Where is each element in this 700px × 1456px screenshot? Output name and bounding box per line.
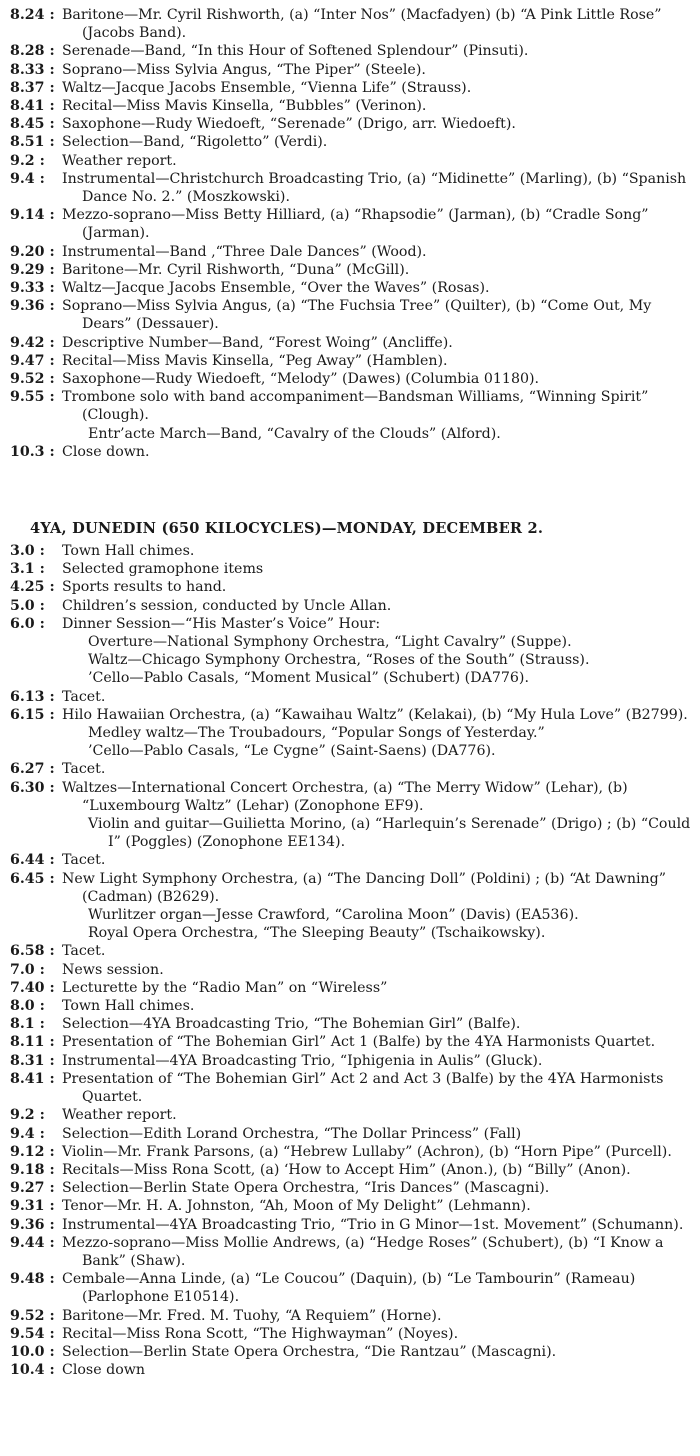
programme-entry: [10, 352, 692, 370]
entry-text: Royal Opera Orchestra, “The Sleeping Beauty” (Tschaikowsky).: [88, 925, 546, 942]
programme-entry-continuation: [10, 669, 692, 687]
entry-time: 8.0 :: [10, 998, 45, 1015]
entry-time: 8.31 :: [10, 1052, 55, 1069]
entry-time: 9.44 :: [10, 1234, 55, 1251]
entry-text: Town Hall chimes.: [62, 998, 195, 1015]
programme-entry: [10, 1307, 692, 1325]
entry-text: Descriptive Number—Band, “Forest Woing” (Ancliffe).: [62, 334, 453, 351]
programme-entry: [10, 688, 692, 706]
entry-text: Saxophone—Rudy Wiedoeft, “Serenade” (Drigo, arr. Wiedoeft).: [62, 116, 516, 133]
entry-time: 9.54 :: [10, 1325, 55, 1342]
programme-entry: [10, 870, 692, 906]
entry-text: Children’s session, conducted by Uncle Allan.: [62, 597, 392, 614]
programme-entry: [10, 1052, 692, 1070]
entry-time: 9.18 :: [10, 1161, 55, 1178]
programme-entry: [10, 97, 692, 115]
entry-time: 9.27 :: [10, 1180, 55, 1197]
entry-text: Serenade—Band, “In this Hour of Softened Splendour” (Pinsuti).: [62, 43, 529, 60]
programme-entry: [10, 961, 692, 979]
entry-text: Selected gramophone items: [62, 561, 264, 578]
entry-text: Violin and guitar—Guilietta Morino, (a) “Harlequin’s Serenade” (Drigo) ; (b) “Could I” (Poggles) (Zonophone EE134).: [88, 816, 691, 851]
entry-time: 10.0 :: [10, 1343, 55, 1360]
entry-time: 6.45 :: [10, 870, 55, 887]
entry-time: 9.14 :: [10, 207, 55, 224]
entry-text: Trombone solo with band accompaniment—Bandsman Williams, “Winning Spirit” (Clough).: [62, 389, 649, 424]
programme-entry: [10, 560, 692, 578]
programme-entry: [10, 706, 692, 724]
programme-entry: [10, 206, 692, 242]
entry-text: Soprano—Miss Sylvia Angus, (a) “The Fuchsia Tree” (Quilter), (b) “Come Out, My Dears” (Dessauer).: [62, 298, 652, 333]
entry-time: 8.37 :: [10, 79, 55, 96]
programme-entry: [10, 1197, 692, 1215]
entry-time: 6.58 :: [10, 943, 55, 960]
entry-time: 6.15 :: [10, 706, 55, 723]
programme-entry: [10, 42, 692, 60]
entry-text: Mezzo-soprano—Miss Mollie Andrews, (a) “Hedge Roses” (Schubert), (b) “I Know a Bank” (Shaw).: [62, 1234, 664, 1269]
entry-time: 9.29 :: [10, 261, 55, 278]
programme-entry: [10, 1216, 692, 1234]
programme-entry: [10, 1361, 692, 1379]
entry-time: 8.11 :: [10, 1034, 55, 1051]
entry-time: 9.47 :: [10, 352, 55, 369]
programme-entry-continuation: [10, 724, 692, 742]
entry-time: 6.44 :: [10, 852, 55, 869]
programme-entry: [10, 115, 692, 133]
programme-entry-continuation: [10, 924, 692, 942]
programme-entry: [10, 1070, 692, 1106]
entry-time: 6.13 :: [10, 688, 55, 705]
entry-time: 8.24 :: [10, 7, 55, 23]
entry-text: Entr’acte March—Band, “Cavalry of the Clouds” (Alford).: [88, 425, 501, 442]
entry-time: 7.0 :: [10, 961, 45, 978]
programme-list-3ya: [10, 6, 692, 461]
entry-time: 6.0 :: [10, 615, 45, 632]
entry-text: Tacet.: [62, 761, 106, 778]
entry-text: ’Cello—Pablo Casals, “Moment Musical” (Schubert) (DA776).: [88, 670, 529, 687]
entry-text: Baritone—Mr. Fred. M. Tuohy, “A Requiem” (Horne).: [62, 1307, 442, 1324]
programme-entry: [10, 760, 692, 778]
programme-entry: [10, 279, 692, 297]
entry-time: 6.27 :: [10, 761, 55, 778]
entry-text: Recital—Miss Rona Scott, “The Highwayman” (Noyes).: [62, 1325, 459, 1342]
entry-time: 9.4 :: [10, 170, 45, 187]
entry-text: Hilo Hawaiian Orchestra, (a) “Kawaihau Waltz” (Kelakai), (b) “My Hula Love” (B2799).: [62, 706, 688, 723]
programme-entry: [10, 243, 692, 261]
entry-time: 9.2 :: [10, 152, 45, 169]
entry-time: 9.36 :: [10, 298, 55, 315]
programme-entry-continuation: [10, 906, 692, 924]
programme-entry: [10, 79, 692, 97]
programme-entry-continuation: [10, 425, 692, 443]
entry-text: Instrumental—Band ,“Three Dale Dances” (Wood).: [62, 243, 427, 260]
entry-text: Wurlitzer organ—Jesse Crawford, “Carolina Moon” (Davis) (EA536).: [88, 907, 579, 924]
entry-time: 9.4 :: [10, 1125, 45, 1142]
entry-time: 9.36 :: [10, 1216, 55, 1233]
programme-entry-continuation: [10, 742, 692, 760]
entry-time: 9.52 :: [10, 371, 55, 388]
entry-time: 9.33 :: [10, 280, 55, 297]
station-heading: 4YA, DUNEDIN (650 KILOCYCLES)—MONDAY, DECEMBER 2.: [30, 520, 544, 537]
programme-entry-continuation: [10, 633, 692, 651]
entry-text: Medley waltz—The Troubadours, “Popular Songs of Yesterday.”: [88, 725, 545, 742]
programme-entry: [10, 370, 692, 388]
programme-entry: [10, 1179, 692, 1197]
programme-entry: [10, 851, 692, 869]
entry-time: 8.33 :: [10, 61, 55, 78]
entry-time: 9.55 :: [10, 389, 55, 406]
entry-text: Sports results to hand.: [62, 579, 227, 596]
entry-text: Lecturette by the “Radio Man” on “Wireless”: [62, 979, 388, 996]
programme-entry: [10, 261, 692, 279]
entry-text: Tacet.: [62, 852, 106, 869]
entry-text: Selection—Berlin State Opera Orchestra, “Die Rantzau” (Mascagni).: [62, 1343, 557, 1360]
programme-entry: [10, 1033, 692, 1051]
entry-text: Weather report.: [62, 152, 177, 169]
entry-text: Overture—National Symphony Orchestra, “Light Cavalry” (Suppe).: [88, 634, 572, 651]
programme-entry: [10, 997, 692, 1015]
entry-time: 9.42 :: [10, 334, 55, 351]
programme-entry: [10, 542, 692, 560]
entry-text: Instrumental—Christchurch Broadcasting Trio, (a) “Midinette” (Marling), (b) “Spanish Dance No. 2.” (Moszkowski).: [62, 170, 687, 206]
programme-entry: [10, 1234, 692, 1270]
programme-entry: [10, 443, 692, 461]
entry-time: 9.2 :: [10, 1107, 45, 1124]
entry-text: Presentation of “The Bohemian Girl” Act 1 (Balfe) by the 4YA Harmonists Quartet.: [62, 1034, 656, 1051]
entry-text: Soprano—Miss Sylvia Angus, “The Piper” (Steele).: [62, 61, 426, 78]
entry-time: 5.0 :: [10, 597, 45, 614]
entry-text: Close down.: [62, 443, 150, 460]
entry-text: Tacet.: [62, 688, 106, 705]
entry-time: 8.41 :: [10, 98, 55, 115]
entry-time: 9.31 :: [10, 1198, 55, 1215]
entry-text: Waltz—Chicago Symphony Orchestra, “Roses of the South” (Strauss).: [88, 652, 590, 669]
entry-text: Selection—Berlin State Opera Orchestra, “Iris Dances” (Mascagni).: [62, 1180, 550, 1197]
entry-text: News session.: [62, 961, 164, 978]
entry-text: Presentation of “The Bohemian Girl” Act 2 and Act 3 (Balfe) by the 4YA Harmonists Quartet.: [62, 1070, 664, 1106]
programme-entry: [10, 6, 692, 42]
programme-entry: [10, 779, 692, 815]
entry-text: Mezzo-soprano—Miss Betty Hilliard, (a) “Rhapsodie” (Jarman), (b) “Cradle Song” (Jarman).: [62, 207, 649, 242]
entry-time: 3.0 :: [10, 543, 45, 559]
programme-entry: [10, 979, 692, 997]
programme-entry: [10, 388, 692, 424]
entry-time: 8.45 :: [10, 116, 55, 133]
entry-time: 7.40 :: [10, 979, 55, 996]
programme-entry: [10, 133, 692, 151]
entry-text: Waltz—Jacque Jacobs Ensemble, “Over the Waves” (Rosas).: [62, 280, 490, 297]
programme-entry: [10, 578, 692, 596]
entry-text: Violin—Mr. Frank Parsons, (a) “Hebrew Lullaby” (Achron), (b) “Horn Pipe” (Purcell).: [62, 1143, 672, 1160]
entry-text: Baritone—Mr. Cyril Rishworth, (a) “Inter Nos” (Macfadyen) (b) “A Pink Little Rose” (Jacobs Band).: [62, 7, 662, 42]
entry-time: 10.3 :: [10, 443, 55, 460]
entry-text: Selection—4YA Broadcasting Trio, “The Bohemian Girl” (Balfe).: [62, 1016, 521, 1033]
entry-text: Waltzes—International Concert Orchestra, (a) “The Merry Widow” (Lehar), (b) “Luxembourg Waltz” (Lehar) (Zonophone EF9).: [62, 779, 628, 814]
entry-time: 8.1 :: [10, 1016, 45, 1033]
entry-time: 8.28 :: [10, 43, 55, 60]
programme-list-4ya: [10, 542, 692, 1379]
entry-text: Recitals—Miss Rona Scott, (a) ‘How to Accept Him” (Anon.), (b) “Billy” (Anon).: [62, 1161, 631, 1178]
programme-entry: [10, 152, 692, 170]
entry-text: Dinner Session—“His Master’s Voice” Hour:: [62, 615, 381, 632]
entry-text: Close down: [62, 1362, 146, 1379]
programme-entry: [10, 297, 692, 333]
entry-text: Saxophone—Rudy Wiedoeft, “Melody” (Dawes) (Columbia 01180).: [62, 371, 540, 388]
programme-entry: [10, 1325, 692, 1343]
programme-entry: [10, 334, 692, 352]
entry-time: 10.4 :: [10, 1362, 55, 1379]
entry-text: Selection—Band, “Rigoletto” (Verdi).: [62, 134, 328, 151]
programme-entry: [10, 1015, 692, 1033]
entry-text: Baritone—Mr. Cyril Rishworth, “Duna” (McGill).: [62, 261, 410, 278]
programme-entry: [10, 1343, 692, 1361]
entry-time: 9.48 :: [10, 1271, 55, 1288]
entry-time: 3.1 :: [10, 561, 45, 578]
programme-entry-continuation: [10, 815, 692, 851]
entry-time: 9.52 :: [10, 1307, 55, 1324]
programme-entry: [10, 170, 692, 206]
entry-text: Recital—Miss Mavis Kinsella, “Peg Away” (Hamblen).: [62, 352, 448, 369]
entry-time: 4.25 :: [10, 579, 55, 596]
entry-text: Weather report.: [62, 1107, 177, 1124]
programme-entry: [10, 1270, 692, 1306]
entry-text: New Light Symphony Orchestra, (a) “The Dancing Doll” (Poldini) ; (b) “At Dawning” (Cadman) (B2629).: [62, 870, 666, 905]
entry-time: 8.51 :: [10, 134, 55, 151]
programme-entry: [10, 942, 692, 960]
programme-entry: [10, 597, 692, 615]
programme-entry: [10, 1143, 692, 1161]
entry-text: Recital—Miss Mavis Kinsella, “Bubbles” (Verinon).: [62, 98, 427, 115]
programme-entry: [10, 615, 692, 633]
programme-entry: [10, 61, 692, 79]
programme-entry: [10, 1125, 692, 1143]
programme-entry-continuation: [10, 651, 692, 669]
entry-time: 9.20 :: [10, 243, 55, 260]
programme-entry: [10, 1161, 692, 1179]
entry-text: ’Cello—Pablo Casals, “Le Cygne” (Saint-Saens) (DA776).: [88, 743, 496, 760]
entry-text: Selection—Edith Lorand Orchestra, “The Dollar Princess” (Fall): [62, 1125, 522, 1142]
entry-text: Tenor—Mr. H. A. Johnston, “Ah, Moon of My Delight” (Lehmann).: [62, 1198, 531, 1215]
entry-text: Instrumental—4YA Broadcasting Trio, “Trio in G Minor—1st. Movement” (Schumann).: [62, 1216, 684, 1233]
entry-text: Waltz—Jacque Jacobs Ensemble, “Vienna Life” (Strauss).: [62, 79, 472, 96]
entry-text: Cembale—Anna Linde, (a) “Le Coucou” (Daquin), (b) “Le Tambourin” (Rameau) (Parlophone E10514).: [62, 1271, 636, 1306]
entry-time: 6.30 :: [10, 779, 55, 796]
entry-time: 8.41 :: [10, 1070, 55, 1087]
entry-text: Tacet.: [62, 943, 106, 960]
entry-text: Instrumental—4YA Broadcasting Trio, “Iphigenia in Aulis” (Gluck).: [62, 1052, 543, 1069]
entry-text: Town Hall chimes.: [62, 543, 195, 559]
programme-entry: [10, 1106, 692, 1124]
entry-time: 9.12 :: [10, 1143, 55, 1160]
